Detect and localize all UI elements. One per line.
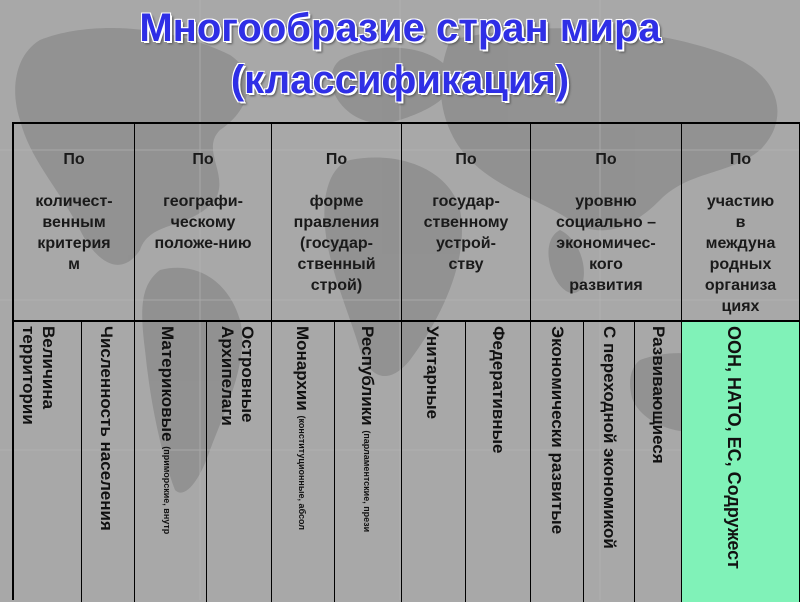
header-government-form — [272, 124, 402, 322]
header-by-label: По — [729, 151, 752, 168]
header-quantitative — [14, 124, 135, 322]
cell-text — [357, 326, 377, 532]
slide-title-line1: Многообразие стран мира — [139, 6, 661, 50]
header-by-label: По — [63, 151, 85, 168]
header-development-level — [531, 124, 682, 322]
header-by-label: По — [325, 151, 348, 168]
cell-islands — [207, 322, 272, 602]
cell-main-text: Материковые — [158, 326, 177, 442]
header-state-structure — [402, 124, 531, 322]
cell-continental — [135, 322, 207, 602]
header-label: географи- ческому положе-нию — [154, 193, 252, 252]
classification-table — [12, 122, 800, 600]
header-by-label: По — [595, 151, 617, 168]
cell-population — [82, 322, 135, 602]
cell-text: Федеративные — [489, 326, 508, 454]
header-label: форме правления (государ- ственный строй) — [293, 193, 380, 294]
cell-note: (приморские, внутр — [162, 446, 172, 535]
header-by-label: По — [455, 151, 477, 168]
cell-main-text: Монархии — [293, 326, 312, 411]
cell-main-text: Республики — [358, 326, 377, 426]
slide-title — [0, 2, 800, 106]
cell-transition — [584, 322, 635, 602]
cell-monarchies — [272, 322, 335, 602]
header-geographic — [135, 124, 272, 322]
slide-title-line2: (классификация) — [230, 58, 570, 102]
cell-note: (парламентские, прези — [362, 430, 372, 533]
cell-developing — [635, 322, 682, 602]
header-label: количест- венным критерия м — [35, 193, 113, 273]
header-by-label: По — [192, 151, 214, 168]
cell-text — [157, 326, 177, 534]
cell-size-territory — [14, 322, 82, 602]
cell-text: Островные Архипелаги — [218, 326, 257, 426]
cell-text: ООН, НАТО, ЕС, Содружест — [724, 326, 744, 569]
cell-text: Унитарные — [423, 326, 442, 420]
cell-federal — [466, 322, 531, 602]
header-international-orgs — [682, 124, 800, 322]
header-label: участию в междуна родных организа циях — [704, 193, 777, 315]
cell-note: (конституционные, абсол — [297, 415, 307, 530]
cell-text: Численность населения — [97, 326, 116, 531]
header-label: уровню социально – экономичес- кого развития — [555, 193, 657, 294]
cell-text: Развивающиеся — [649, 326, 668, 464]
cell-text: Экономически развитые — [548, 326, 567, 535]
cell-developed — [531, 322, 584, 602]
cell-republics — [335, 322, 402, 602]
cell-text: Величина территории — [19, 326, 58, 425]
cell-unitary — [402, 322, 466, 602]
header-label: государ- ственному устрой- ству — [423, 193, 509, 273]
cell-international-orgs — [682, 322, 800, 602]
cell-text — [292, 326, 312, 530]
cell-text: С переходной экономикой — [600, 326, 619, 549]
